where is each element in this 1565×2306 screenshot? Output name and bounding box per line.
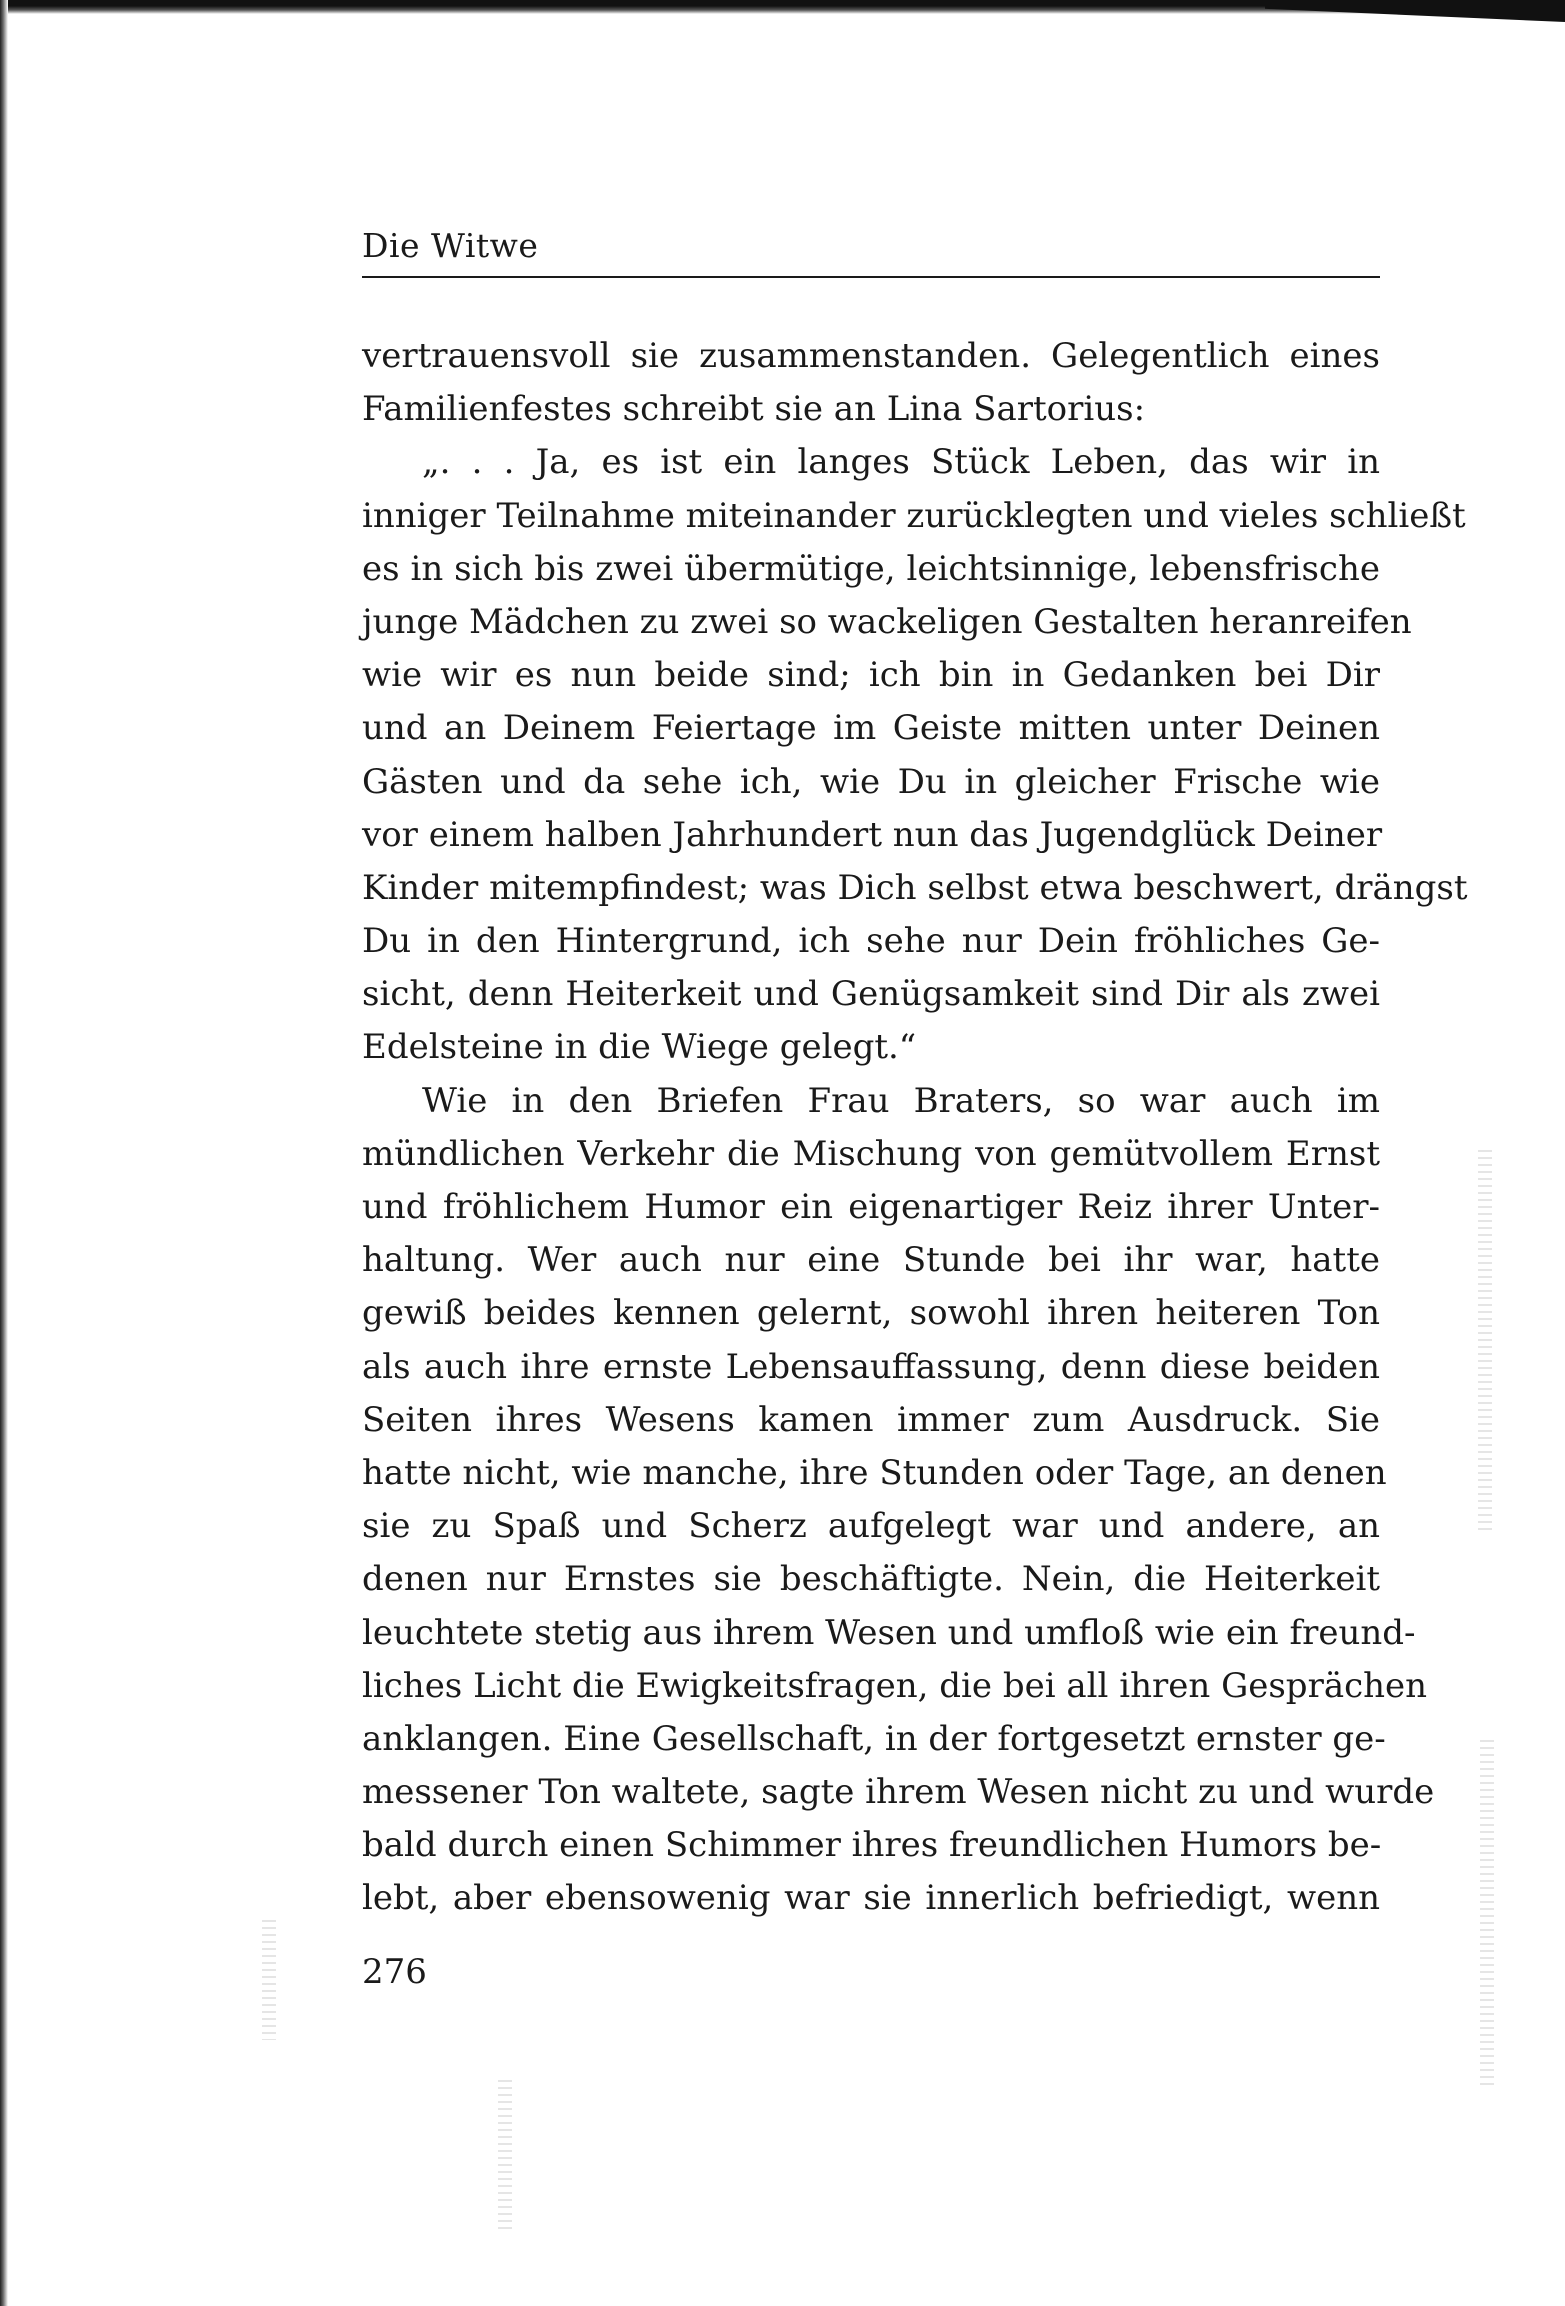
text-line: es in sich bis zwei übermütige, leichtsinnige, lebensfrische <box>362 548 1380 589</box>
text-line: und fröhlichem Humor ein eigenartiger Reiz ihrer Unter- <box>362 1187 1380 1227</box>
text-line: als auch ihre ernste Lebensauffassung, denn diese beiden <box>362 1346 1380 1387</box>
scan-speckle <box>498 2080 512 2230</box>
text-line: lebt, aber ebensowenig war sie innerlich befriedigt, wenn <box>362 1878 1380 1919</box>
page-number: 276 <box>362 1952 427 1992</box>
text-line: Edelsteine in die Wiege gelegt.“ <box>362 1027 917 1068</box>
text-line: mündlichen Verkehr die Mischung von gemütvollem Ernst <box>362 1133 1380 1174</box>
text-line: haltung. Wer auch nur eine Stunde bei ihr war, hatte <box>362 1240 1380 1281</box>
text-line: denen nur Ernstes sie beschäftigte. Nein, die Heiterkeit <box>362 1559 1380 1600</box>
scan-speckle <box>1480 1740 1494 2090</box>
scan-speckle <box>1478 1150 1492 1530</box>
text-line: und an Deinem Feiertage im Geiste mitten unter Deinen <box>362 708 1380 749</box>
scan-speckle <box>262 1920 276 2040</box>
text-line: „. . . Ja, es ist ein langes Stück Leben, das wir in <box>422 442 1380 483</box>
header-rule <box>362 276 1380 278</box>
body-text <box>362 330 1468 1926</box>
text-line: messener Ton waltete, sagte ihrem Wesen nicht zu und wurde <box>362 1772 1435 1813</box>
text-line: Gästen und da sehe ich, wie Du in gleicher Frische wie <box>362 761 1380 802</box>
text-line: Du in den Hintergrund, ich sehe nur Dein fröhliches Ge- <box>362 921 1380 962</box>
text-line: sicht, denn Heiterkeit und Genügsamkeit sind Dir als zwei <box>362 974 1380 1015</box>
text-line: Familienfestes schreibt sie an Lina Sartorius: <box>362 389 1146 430</box>
text-line: junge Mädchen zu zwei so wackeligen Gestalten heranreifen <box>362 601 1412 642</box>
text-line: hatte nicht, wie manche, ihre Stunden oder Tage, an denen <box>362 1452 1387 1493</box>
scan-left-edge <box>0 0 8 2306</box>
text-line: Kinder mitempfindest; was Dich selbst etwa beschwert, drängst <box>362 867 1468 908</box>
running-head: Die Witwe <box>362 226 539 265</box>
text-line: inniger Teilnahme miteinander zurücklegten und vieles schließt <box>362 495 1466 536</box>
text-line: vor einem halben Jahrhundert nun das Jugendglück Deiner <box>362 814 1383 855</box>
text-line: wie wir es nun beide sind; ich bin in Gedanken bei Dir <box>362 655 1380 696</box>
text-line: bald durch einen Schimmer ihres freundlichen Humors be- <box>362 1825 1382 1866</box>
text-line: sie zu Spaß und Scherz aufgelegt war und andere, an <box>362 1506 1380 1547</box>
text-line: liches Licht die Ewigkeitsfragen, die bei all ihren Gesprächen <box>362 1665 1428 1706</box>
text-line: Wie in den Briefen Frau Braters, so war auch im <box>422 1080 1380 1121</box>
text-line: gewiß beides kennen gelernt, sowohl ihren heiteren Ton <box>362 1293 1380 1334</box>
text-line: anklangen. Eine Gesellschaft, in der fortgesetzt ernster ge- <box>362 1718 1386 1759</box>
text-line: Seiten ihres Wesens kamen immer zum Ausdruck. Sie <box>362 1399 1380 1440</box>
text-line: leuchtete stetig aus ihrem Wesen und umfloß wie ein freund- <box>362 1612 1416 1653</box>
text-line: vertrauensvoll sie zusammenstanden. Gelegentlich eines <box>362 336 1380 376</box>
scan-top-edge <box>0 0 1565 14</box>
